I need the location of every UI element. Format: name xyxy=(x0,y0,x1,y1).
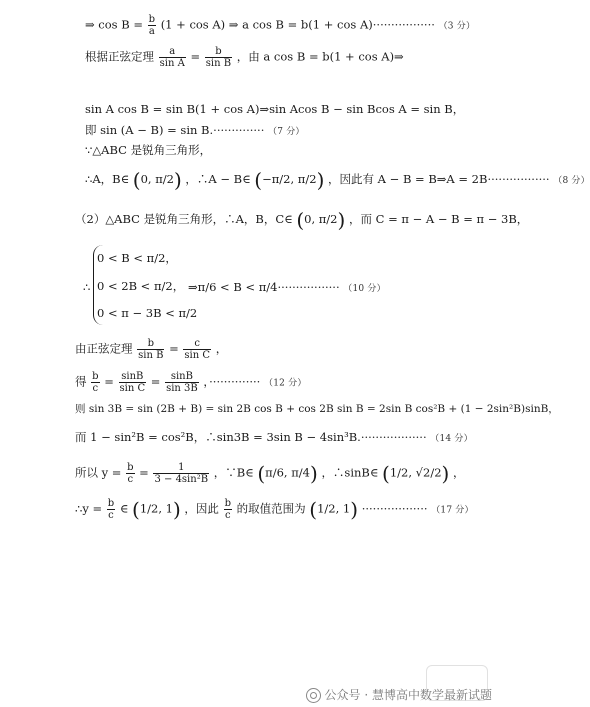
fraction-a-over-sinA: $\frac{a}{\text{sin A}}$ xyxy=(159,46,185,69)
fraction-b-over-c: $\frac{b}{c}$ xyxy=(107,498,115,521)
interval-half-root2-half: 1/2, √2/2 xyxy=(389,465,442,480)
solution-line-5: ∵△ABC 是锐角三角形， xyxy=(85,143,212,157)
solution-line-9: 得 $\frac{b}{c}$ = $\frac{\sin B}{\text{sin C}}$ = $\frac{\sin B}{\sin 3B}$ ，·············· （12 分） xyxy=(75,371,307,394)
inequality-result: ⇒π/6 < B < π/4················· （10 分） xyxy=(188,280,386,294)
interval-half-1: 1/2, 1 xyxy=(317,501,351,516)
interval-0-pi2: 0, π/2 xyxy=(140,172,174,186)
part-2-intro: （2）△ABC 是锐角三角形，∴A，B，C∈ (0, π/2) ，而 C = π − A − B = π − 3B， xyxy=(75,208,529,232)
fraction-b-over-c: $\frac{b}{c}$ xyxy=(224,498,231,521)
solution-line-4: 即 sin (A − B) = sin B.·············· （7 分） xyxy=(85,123,305,137)
interval-0-pi2: 0, π/2 xyxy=(304,212,338,226)
score-mark: （12 分） xyxy=(264,378,307,389)
fraction-b-over-c: $\frac{b}{c}$ xyxy=(127,462,134,485)
fraction-b-over-a: $\frac{b}{a}$ xyxy=(148,14,156,37)
score-mark: （8 分） xyxy=(553,176,590,186)
solution-line-3: sin A cos B = sin B(1 + cos A)⇒sin Acos B − sin Bcos A = sin B， xyxy=(85,102,465,116)
interval-pi6-pi4: π/6, π/4 xyxy=(265,465,310,480)
inequality-row-2: 0 < 2B < π/2， xyxy=(97,279,185,293)
score-mark: （7 分） xyxy=(268,127,305,137)
solution-line-11: 而 1 − sin²B = cos²B，∴sin3B = 3sin B − 4sin³B.·················· （14 分） xyxy=(75,430,473,444)
score-mark: （3 分） xyxy=(438,21,476,32)
solution-line-6: ∴A，B∈ (0, π/2) ，∴A − B∈ (−π/2, π/2) ，因此有 A − B = B⇒A = 2B················· （8 分） xyxy=(85,168,590,192)
fraction-b-over-sinB: $\frac{b}{\text{sin B}}$ xyxy=(205,46,232,69)
solution-line-10: 则 sin 3B = sin (2B + B) = sin 2B cos B + cos 2B sin B = 2sin B cos²B + (1 − 2sin²B)sinB， xyxy=(75,403,559,415)
solution-line-1: ⇒ cos B = $\frac{b}{a}$ (1 + cos A) ⇒ a cos B = b(1 + cos A)················· （3 分） xyxy=(85,14,476,37)
inequality-row-1: 0 < B < π/2， xyxy=(97,251,177,265)
inequality-row-3: 0 < π − 3B < π/2 xyxy=(97,306,198,320)
interval-half-1: 1/2, 1 xyxy=(139,501,173,516)
solution-line-2: 根据正弦定理 $\frac{a}{\text{sin A}}$ = $\frac{b}{\text{sin B}}$ ，由 a cos B = b(1 + cos A)⇒ xyxy=(85,46,404,69)
score-mark: （10 分） xyxy=(343,284,386,294)
fraction-1-over-3-4sin2B: $\frac{1}{\text{3 − 4sin²B}}$ xyxy=(154,462,209,485)
solution-line-12: 所以 y = $\frac{b}{c}$ = $\frac{1}{\text{3 − 4sin²B}}$ ，∵B∈ (π/6, π/4) ，∴sinB∈ (1/2, √2/2) ， xyxy=(75,461,465,486)
wechat-icon xyxy=(306,688,321,703)
solution-line-13: ∴y = $\frac{b}{c}$ ∈ (1/2, 1) ，因此 $\frac{b}{c}$ 的取值范围为 (1/2, 1) ·················· （17 分） xyxy=(75,497,474,522)
fraction-b-over-c: $\frac{b}{c}$ xyxy=(92,371,99,394)
fraction-sinB-over-sinC: $\frac{\sin B}{\text{sin C}}$ xyxy=(119,371,146,394)
watermark: 公众号 · 慧博高中数学最新试题 xyxy=(306,686,492,703)
interval-neg-pi2-pi2: −π/2, π/2 xyxy=(262,172,317,186)
fraction-sinB-over-sin3B: $\frac{\sin B}{\sin 3B}$ xyxy=(166,371,198,394)
fraction-c-over-sinC: $\frac{c}{\text{sin C}}$ xyxy=(184,338,211,361)
score-mark: （17 分） xyxy=(431,505,474,516)
solution-line-8: 由正弦定理 $\frac{b}{\text{sin B}}$ = $\frac{c}{\text{sin C}}$ ， xyxy=(75,338,228,361)
therefore-symbol: ∴ xyxy=(83,280,91,294)
fraction-b-over-sinB: $\frac{b}{\text{sin B}}$ xyxy=(138,338,164,361)
score-mark: （14 分） xyxy=(430,434,473,444)
